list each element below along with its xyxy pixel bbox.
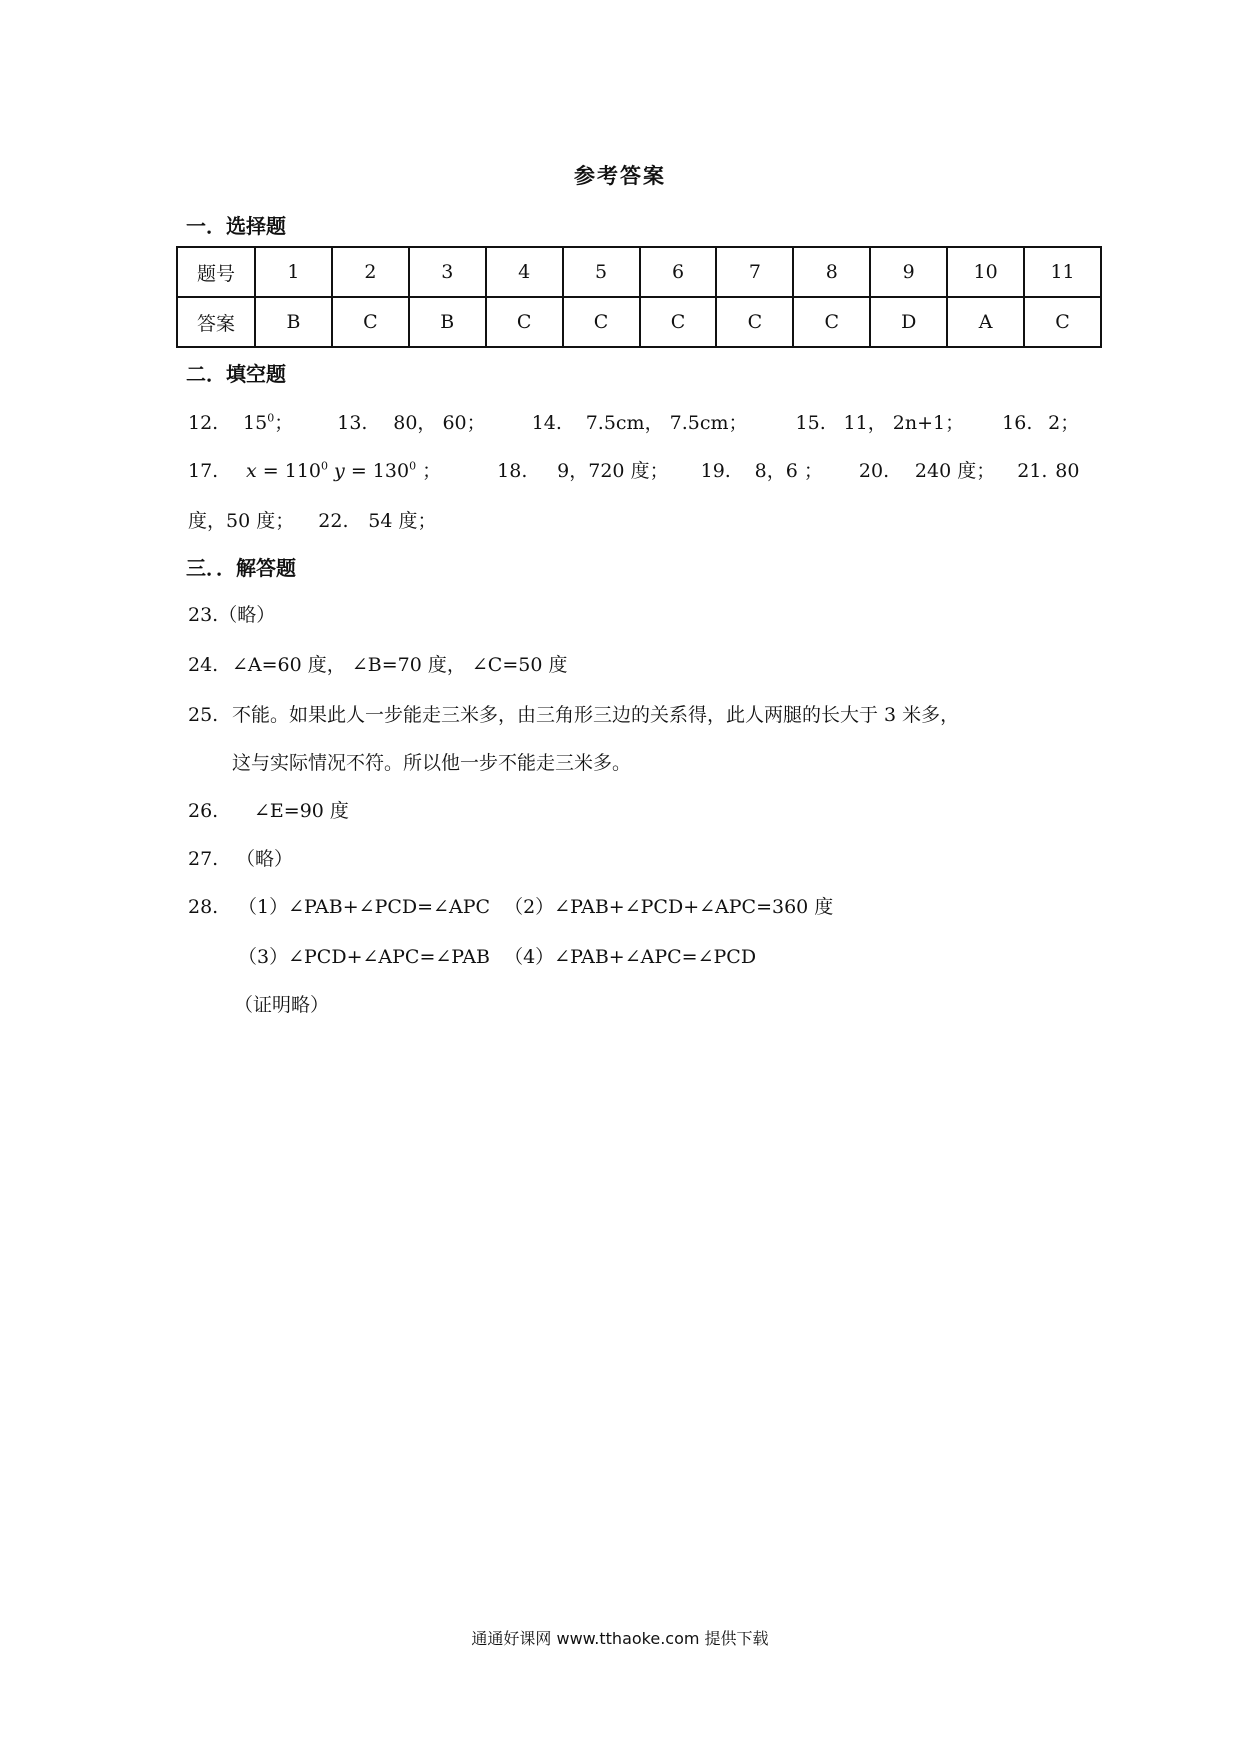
table-cell-number: 4 [486,247,563,297]
table-cell-number: 7 [716,247,793,297]
table-answer-label: 答案 [177,297,255,347]
q16-number: 16. [1002,412,1033,434]
table-cell-number: 8 [793,247,870,297]
q25-answer-line-1: 不能。如果此人一步能走三米多，由三角形三边的关系得，此人两腿的长大于 3 米多， [232,704,960,726]
q28-part-1: （1）∠PAB+∠PCD=∠APC [238,896,491,918]
q20-answer: 240 度； [914,460,996,482]
table-row-answers [177,297,1101,347]
q17-y: y [334,460,345,482]
q17-y-value: = 130 [350,460,410,482]
q28-part-2: （2）∠PAB+∠PCD+∠APC=360 度 [504,896,834,918]
q26-answer: ∠E=90 度 [254,800,349,822]
table-cell-number: 2 [332,247,409,297]
q13-number: 13. [337,412,368,434]
q17-x: x [246,460,257,482]
fill-answers-line-1 [188,408,1079,435]
q17-number: 17. [188,460,219,482]
table-cell-number: 11 [1024,247,1101,297]
q28-line-2 [238,942,756,969]
q12-number: 12. [188,412,219,434]
q12-separator: ； [274,412,294,434]
table-cell-answer: A [947,297,1024,347]
table-cell-answer: C [486,297,563,347]
q17-x-degree: 0 [321,459,328,473]
choice-answer-table [176,246,1102,348]
q17-answer [246,456,441,483]
q22-answer: 54 度； [368,510,437,532]
q22-number: 22. [318,510,349,532]
q28-part-3: （3）∠PCD+∠APC=∠PAB [238,946,491,968]
section-heading-fill: 二．填空题 [186,362,286,386]
q27-answer: （略） [236,848,294,870]
fill-answers-line-2 [188,456,1079,483]
q19-number: 19. [700,460,731,482]
q17-y-degree: 0 [409,459,417,473]
table-cell-number: 1 [255,247,332,297]
table-cell-answer: C [716,297,793,347]
q18-number: 18. [497,460,528,482]
q24-line [188,650,567,677]
page-title: 参考答案 [574,164,666,188]
q15-answer: 11， 2n+1； [843,412,965,434]
q12-degree: 0 [267,411,275,425]
table-cell-answer: C [793,297,870,347]
q12-answer [243,408,293,435]
table-cell-answer: C [1024,297,1101,347]
table-cell-answer: C [332,297,409,347]
q26-number: 26. [188,800,219,822]
table-cell-answer: C [640,297,717,347]
table-cell-answer: D [870,297,947,347]
table-row-numbers [177,247,1101,297]
q24-answer: ∠A=60 度， ∠B=70 度， ∠C=50 度 [232,654,568,676]
q28-proof-note: （证明略） [234,994,330,1016]
q26-line [188,796,349,823]
q27-number: 27. [188,848,219,870]
table-cell-number: 6 [640,247,717,297]
q19-answer: 8，6 ； [754,460,823,482]
q21-answer-end: 度，50 度； [188,510,295,532]
q24-number: 24. [188,654,219,676]
fill-answers-line-3 [188,506,436,533]
table-header-label: 题号 [177,247,255,297]
q21-number: 21. [1017,460,1048,482]
q25-line-1 [188,700,959,727]
q28-number: 28. [188,896,219,918]
q23-line: 23.（略） [188,604,276,626]
q18-answer: 9，720 度； [557,460,669,482]
q14-number: 14. [531,412,562,434]
q28-line-1 [188,892,833,919]
section-heading-choice: 一．选择题 [186,214,286,238]
q13-answer: 80， 60； [393,412,486,434]
q17-x-value: = 110 [262,460,321,482]
table-cell-number: 3 [409,247,486,297]
q15-number: 15. [795,412,826,434]
q17-separator: ； [422,460,442,482]
q25-answer-line-2: 这与实际情况不符。所以他一步不能走三米多。 [232,752,632,774]
q14-answer: 7.5cm， 7.5cm； [585,412,748,434]
q25-number: 25. [188,704,219,726]
table-cell-number: 9 [870,247,947,297]
q27-line [188,844,293,871]
q16-answer: 2； [1048,412,1080,434]
q20-number: 20. [858,460,890,482]
q12-value: 15 [243,412,268,434]
q28-part-4: （4）∠PAB+∠APC=∠PCD [504,946,757,968]
section-heading-solve: 三．．解答题 [186,556,296,580]
table-cell-answer: B [409,297,486,347]
table-cell-answer: C [563,297,640,347]
page-footer: 通通好课网 www.tthaoke.com 提供下载 [471,1629,769,1648]
table-cell-answer: B [255,297,332,347]
table-cell-number: 5 [563,247,640,297]
q21-answer-start: 80 [1055,460,1080,482]
table-cell-number: 10 [947,247,1024,297]
